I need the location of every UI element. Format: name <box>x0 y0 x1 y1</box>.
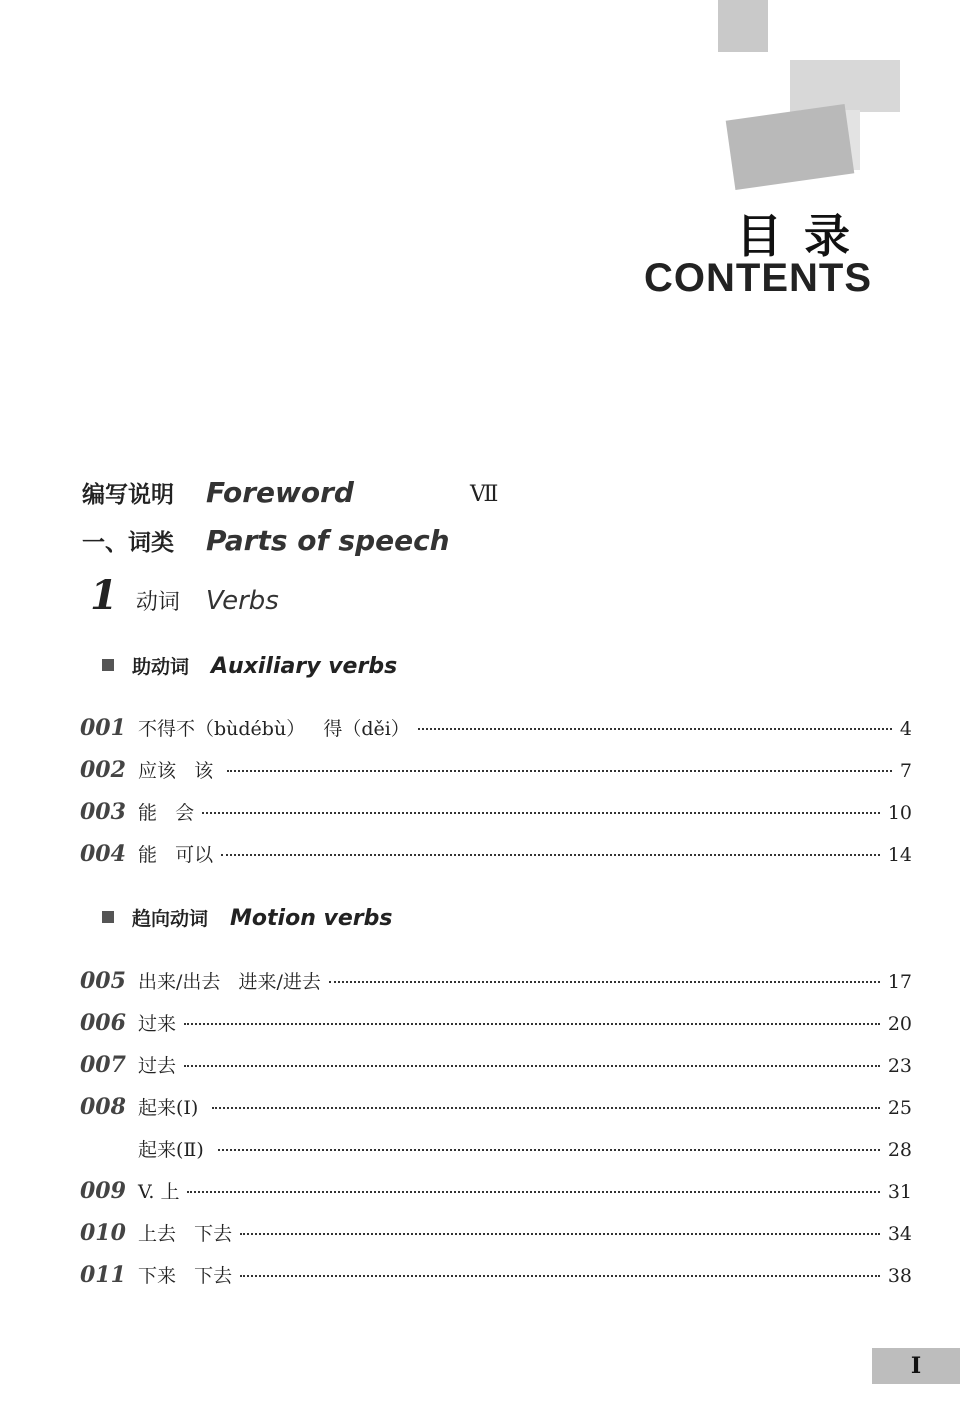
entry-text: V. 上 <box>138 1181 180 1203</box>
toc-entry[interactable] <box>80 798 912 828</box>
entry-text: 下来 下去 <box>138 1265 233 1287</box>
section-heading <box>102 904 392 931</box>
toc-entry[interactable] <box>80 1219 912 1249</box>
section-en: Auxiliary verbs <box>211 654 398 679</box>
chapter-zh: 动词 <box>135 590 180 615</box>
entry-number: 003 <box>80 799 126 825</box>
dot-leader <box>329 981 880 983</box>
section-zh: 趋向动词 <box>132 908 209 930</box>
entry-text: 能 可以 <box>138 844 214 866</box>
dot-leader <box>418 728 892 730</box>
entry-text: 起来(Ⅱ) <box>138 1139 210 1161</box>
dot-leader <box>187 1191 879 1193</box>
square-bullet-icon <box>102 911 114 923</box>
dot-leader <box>240 1233 880 1235</box>
section-en: Motion verbs <box>230 906 393 931</box>
entry-number: 002 <box>80 757 126 783</box>
entry-text: 应该 该 <box>138 760 220 782</box>
entry-page: 25 <box>887 1097 912 1119</box>
dot-leader <box>212 1107 879 1109</box>
toc-entry[interactable] <box>80 1051 912 1081</box>
entry-number: 001 <box>80 715 126 741</box>
dot-leader <box>221 854 880 856</box>
entry-text: 过去 <box>138 1055 177 1077</box>
entry-number: 004 <box>80 841 126 867</box>
entry-number: 011 <box>80 1262 126 1288</box>
entry-text: 出来/出去 进来/进去 <box>138 971 321 993</box>
toc-entry[interactable] <box>80 714 912 744</box>
dot-leader <box>184 1065 880 1067</box>
entry-page: 14 <box>887 844 912 866</box>
dot-leader <box>184 1023 880 1025</box>
page-number: Ⅰ <box>872 1348 960 1384</box>
dot-leader <box>218 1149 880 1151</box>
entry-number: 008 <box>80 1094 126 1120</box>
entry-number: 007 <box>80 1052 126 1078</box>
toc-entry[interactable] <box>80 1093 912 1123</box>
foreword-page: Ⅶ <box>470 482 499 507</box>
entry-text: 不得不（bùdébù） 得（děi） <box>138 718 410 740</box>
toc-entry[interactable] <box>80 1009 912 1039</box>
decor-block <box>726 104 855 190</box>
decor-block <box>718 0 768 52</box>
entry-page: 7 <box>899 760 912 782</box>
section-heading <box>102 652 397 679</box>
entry-text: 上去 下去 <box>138 1223 233 1245</box>
part-zh: 一、词类 <box>82 530 174 556</box>
page-title-en: CONTENTS <box>644 256 872 300</box>
dot-leader <box>227 770 892 772</box>
entry-page: 28 <box>887 1139 912 1161</box>
entry-page: 31 <box>887 1181 912 1203</box>
entry-number: 005 <box>80 968 126 994</box>
entry-page: 38 <box>887 1265 912 1287</box>
entry-page: 17 <box>887 971 912 993</box>
square-bullet-icon <box>102 659 114 671</box>
entry-page: 10 <box>887 802 912 824</box>
entry-text: 能 会 <box>138 802 195 824</box>
toc-foreword[interactable] <box>82 476 354 509</box>
foreword-zh: 编写说明 <box>82 482 174 508</box>
entry-number: 006 <box>80 1010 126 1036</box>
entry-text: 过来 <box>138 1013 177 1035</box>
decor-block <box>790 60 900 112</box>
entry-number: 010 <box>80 1220 126 1246</box>
toc-entry[interactable] <box>80 840 912 870</box>
toc-entry[interactable] <box>80 1261 912 1291</box>
chapter-en: Verbs <box>205 586 279 616</box>
foreword-en: Foreword <box>206 476 354 509</box>
entry-page: 34 <box>887 1223 912 1245</box>
entry-page: 4 <box>899 718 912 740</box>
part-en: Parts of speech <box>206 524 450 557</box>
entry-page: 20 <box>887 1013 912 1035</box>
entry-number: 009 <box>80 1178 126 1204</box>
entry-text: 起来(Ⅰ) <box>138 1097 205 1119</box>
page-title-zh: 目录 <box>736 209 872 263</box>
dot-leader <box>202 812 880 814</box>
toc-entry[interactable] <box>80 1177 912 1207</box>
toc-chapter-heading <box>90 572 279 619</box>
toc-entry[interactable] <box>80 967 912 997</box>
chapter-number: 1 <box>90 572 118 619</box>
dot-leader <box>240 1275 880 1277</box>
toc-entry[interactable] <box>80 1135 912 1165</box>
section-zh: 助动词 <box>132 656 190 678</box>
toc-part-heading <box>82 524 450 557</box>
entry-page: 23 <box>887 1055 912 1077</box>
toc-entry[interactable] <box>80 756 912 786</box>
